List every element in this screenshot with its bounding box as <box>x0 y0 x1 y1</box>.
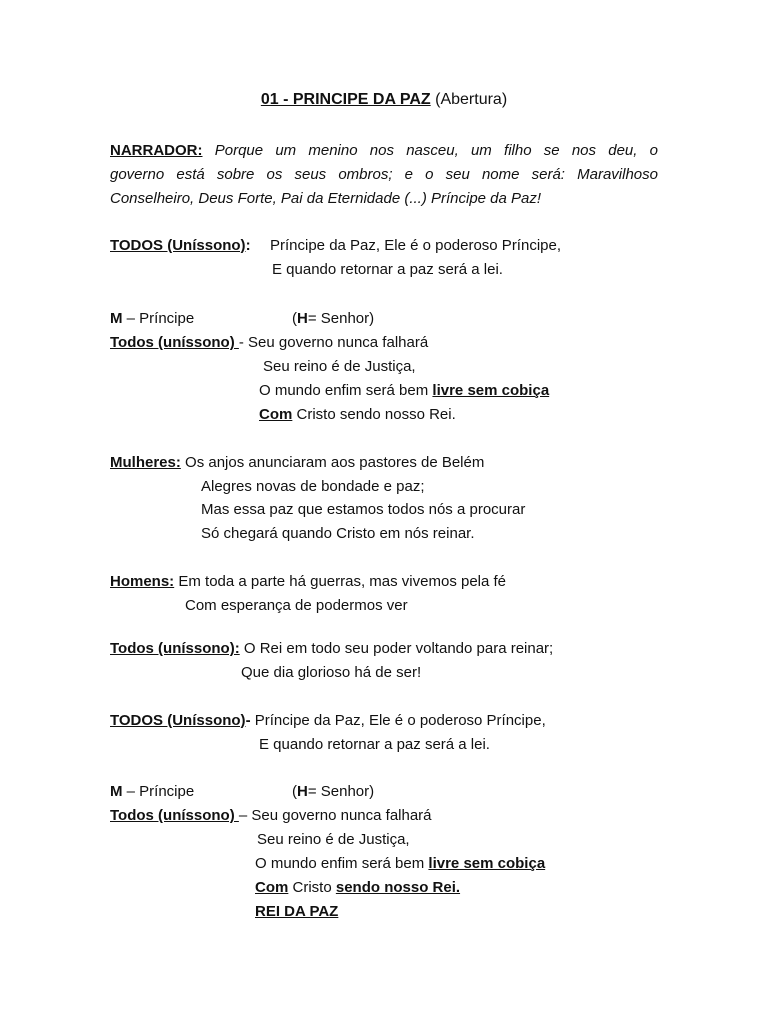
todos-1-label: TODOS (Uníssono) <box>110 237 246 254</box>
todos-u3-line-1 <box>110 806 432 826</box>
homens-label: Homens: <box>110 573 175 590</box>
todos-1-label-line <box>110 236 251 256</box>
todos-u3-emph-4a: Com <box>255 879 289 896</box>
todos-u2-line-2: Que dia glorioso há de ser! <box>241 664 422 681</box>
todos-u2-text-1: O Rei em todo seu poder voltando para reinar; <box>239 640 554 657</box>
h-open-2: ( <box>292 783 297 800</box>
title-subtitle: (Abertura) <box>430 91 508 108</box>
todos-2-line-2: E quando retornar a paz será a lei. <box>259 736 490 753</box>
todos-u3-line-4 <box>255 878 460 898</box>
todos-u1-text-4: Cristo sendo nosso Rei. <box>292 406 456 423</box>
homens-text-1: Em toda a parte há guerras, mas vivemos pela fé <box>174 573 507 590</box>
homens-line-2: Com esperança de podermos ver <box>185 597 408 614</box>
narrador-line-3: Conselheiro, Deus Forte, Pai da Eternidade (...) Príncipe da Paz! <box>110 190 542 207</box>
todos-u3-text-3: O mundo enfim será bem <box>255 855 429 872</box>
m-letter-2: M <box>110 783 123 800</box>
h-senhor-1 <box>292 309 374 329</box>
mulheres-text-1: Os anjos anunciaram aos pastores de Belém <box>180 454 485 471</box>
m-principe-1 <box>110 309 194 329</box>
todos-u3-emph-3: livre sem cobiça <box>428 855 546 872</box>
narrador-text-1: Porque um menino nos nasceu, um filho se nos deu, o <box>202 142 658 159</box>
todos-u1-emph-4: Com <box>259 406 293 423</box>
todos-u1-text-3: O mundo enfim será bem <box>259 382 433 399</box>
mulheres-line-4: Só chegará quando Cristo em nós reinar. <box>201 525 475 542</box>
todos-u3-text-4: Cristo <box>288 879 336 896</box>
todos-u3-line-3 <box>255 854 545 874</box>
homens-line-1 <box>110 572 506 592</box>
todos-2-text-1: Príncipe da Paz, Ele é o poderoso Príncipe, <box>250 712 546 729</box>
todos-u1-line-3 <box>259 381 549 401</box>
todos-2-label: TODOS (Uníssono) <box>110 712 246 729</box>
rei-da-paz: REI DA PAZ <box>255 903 339 920</box>
h-rest-1: = Senhor) <box>307 310 375 327</box>
m-letter-1: M <box>110 310 123 327</box>
todos-u3-line-2: Seu reino é de Justiça, <box>257 831 410 848</box>
h-open-1: ( <box>292 310 297 327</box>
todos-2-line-1 <box>110 711 546 731</box>
h-letter-2: H <box>297 783 308 800</box>
todos-u2-line-1 <box>110 639 553 659</box>
m-principe-2 <box>110 782 194 802</box>
todos-u1-label: Todos (uníssono) <box>110 334 239 351</box>
todos-u1-line-2: Seu reino é de Justiça, <box>263 358 416 375</box>
todos-u1-text-1: - Seu governo nunca falhará <box>238 334 429 351</box>
narrador-line-2: governo está sobre os seus ombros; e o seu nome será: Maravilhoso <box>110 166 658 183</box>
todos-u2-label: Todos (uníssono): <box>110 640 240 657</box>
mulheres-line-3: Mas essa paz que estamos todos nós a procurar <box>201 501 526 518</box>
mulheres-line-2: Alegres novas de bondade e paz; <box>201 478 425 495</box>
todos-u3-text-1: – Seu governo nunca falhará <box>238 807 432 824</box>
todos-u1-line-4 <box>259 405 456 425</box>
h-senhor-2 <box>292 782 374 802</box>
todos-u1-line-1 <box>110 333 428 353</box>
narrador-line-1 <box>110 141 658 161</box>
m-rest-2: – Príncipe <box>122 783 195 800</box>
todos-1-line-1: Príncipe da Paz, Ele é o poderoso Príncipe, <box>270 237 562 254</box>
todos-2-dash: - <box>245 712 251 729</box>
mulheres-line-1 <box>110 453 484 473</box>
todos-1-line-2: E quando retornar a paz será a lei. <box>272 261 503 278</box>
todos-u1-emph-3: livre sem cobiça <box>432 382 550 399</box>
narrador-label: NARRADOR: <box>110 142 203 159</box>
m-rest-1: – Príncipe <box>122 310 195 327</box>
h-rest-2: = Senhor) <box>307 783 375 800</box>
todos-u3-emph-4b: sendo nosso Rei. <box>335 879 461 896</box>
title-number-text: 01 - PRINCIPE DA PAZ <box>260 91 431 108</box>
h-letter-1: H <box>297 310 308 327</box>
todos-u3-label: Todos (uníssono) <box>110 807 239 824</box>
todos-1-colon: : <box>245 237 251 254</box>
mulheres-label: Mulheres: <box>110 454 181 471</box>
page-title <box>0 89 768 111</box>
